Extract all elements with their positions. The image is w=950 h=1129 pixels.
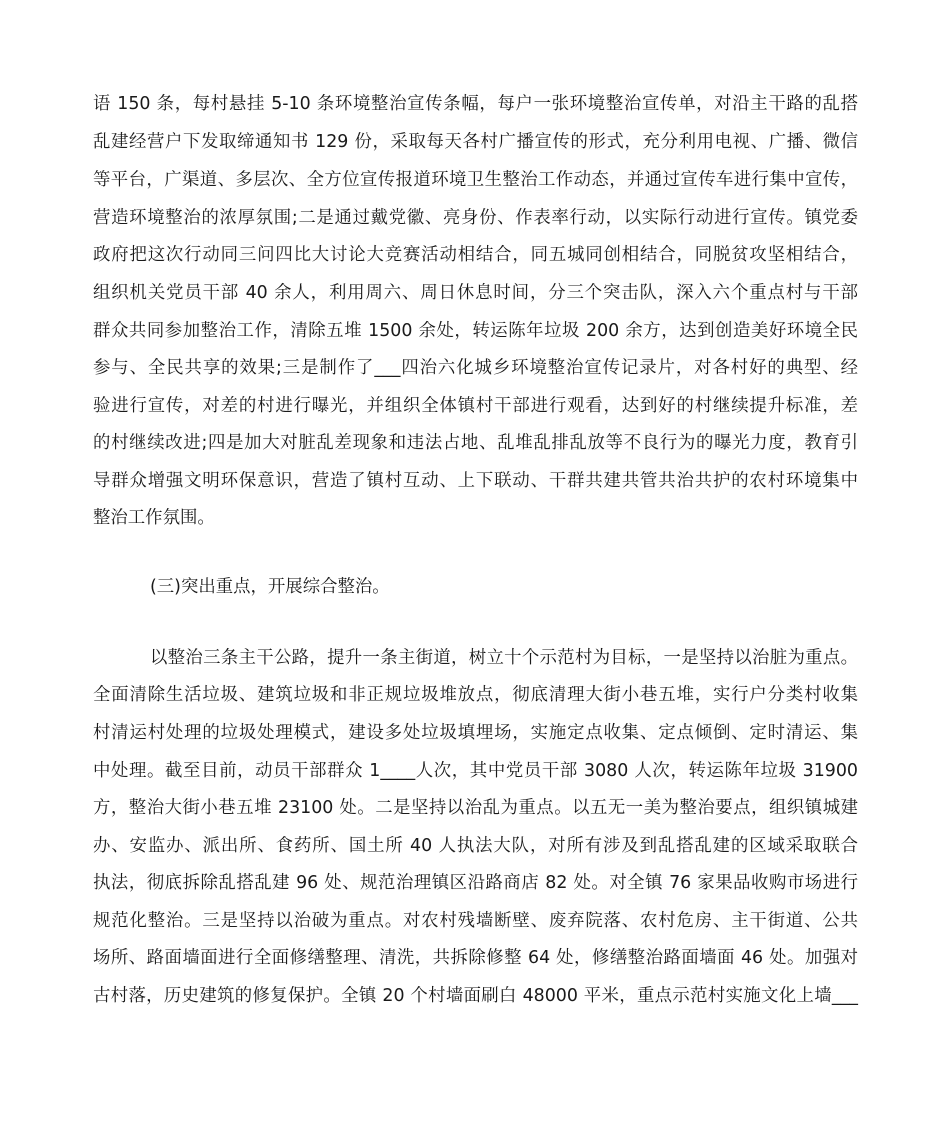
paragraph-line: 营造环境整治的浓厚氛围;二是通过戴党徽、亮身份、作表率行动，以实际行动进行宣传。镇党委: [93, 208, 858, 228]
paragraph-line: 中处理。截至目前，动员干部群众 1____人次，其中党员干部 3080 人次，转运陈年垃圾 31900: [93, 761, 858, 781]
paragraph-line: 验进行宣传，对差的村进行曝光，并组织全体镇村干部进行观看，达到好的村继续提升标准，差: [93, 396, 858, 416]
paragraph-line: 场所、路面墙面进行全面修缮整理、清洗，共拆除修整 64 处，修缮整治路面墙面 46 处。加强对: [93, 948, 858, 968]
paragraph-line: 语 150 条，每村悬挂 5-10 条环境整治宣传条幅，每户一张环境整治宣传单，对沿主干路的乱搭: [93, 94, 858, 114]
paragraph-line: 古村落，历史建筑的修复保护。全镇 20 个村墙面刷白 48000 平米，重点示范村实施文化上墙___: [93, 986, 858, 1006]
paragraph-line: 执法，彻底拆除乱搭乱建 96 处、规范治理镇区沿路商店 82 处。对全镇 76 家果品收购市场进行: [93, 873, 858, 893]
paragraph-line: 方，整治大街小巷五堆 23100 处。二是坚持以治乱为重点。以五无一美为整治要点，组织镇城建: [93, 798, 858, 818]
paragraph-line: 以整治三条主干公路，提升一条主街道，树立十个示范村为目标，一是坚持以治脏为重点。: [150, 648, 858, 668]
paragraph-line: 组织机关党员干部 40 余人，利用周六、周日休息时间，分三个突击队，深入六个重点村与干部: [93, 283, 858, 303]
paragraph-line: 等平台，广渠道、多层次、全方位宣传报道环境卫生整治工作动态，并通过宣传车进行集中宣传，: [93, 170, 858, 190]
paragraph-line: 乱建经营户下发取缔通知书 129 份，采取每天各村广播宣传的形式，充分利用电视、广播、微信: [93, 132, 858, 152]
paragraph-line: 群众共同参加整治工作，清除五堆 1500 余处，转运陈年垃圾 200 余方，达到创造美好环境全民: [93, 321, 858, 341]
section-heading: (三)突出重点，开展综合整治。: [150, 577, 390, 597]
paragraph-line: 村清运村处理的垃圾处理模式，建设多处垃圾填埋场，实施定点收集、定点倾倒、定时清运、集: [93, 723, 858, 743]
paragraph-line: 政府把这次行动同三问四比大讨论大竞赛活动相结合，同五城同创相结合，同脱贫攻坚相结合，: [93, 245, 858, 265]
paragraph-line: 全面清除生活垃圾、建筑垃圾和非正规垃圾堆放点，彻底清理大街小巷五堆，实行户分类村收集: [93, 685, 858, 705]
paragraph-line: 整治工作氛围。: [93, 508, 215, 528]
paragraph-line: 规范化整治。三是坚持以治破为重点。对农村残墙断壁、废弃院落、农村危房、主干街道、公共: [93, 911, 858, 931]
paragraph-line: 办、安监办、派出所、食药所、国土所 40 人执法大队，对所有涉及到乱搭乱建的区域采取联合: [93, 836, 858, 856]
paragraph-line: 的村继续改进;四是加大对脏乱差现象和违法占地、乱堆乱排乱放等不良行为的曝光力度，教育引: [93, 433, 858, 453]
paragraph-line: 参与、全民共享的效果;三是制作了___四治六化城乡环境整治宣传记录片，对各村好的典型、经: [93, 358, 858, 378]
paragraph-line: 导群众增强文明环保意识，营造了镇村互动、上下联动、干群共建共管共治共护的农村环境集中: [93, 471, 858, 491]
